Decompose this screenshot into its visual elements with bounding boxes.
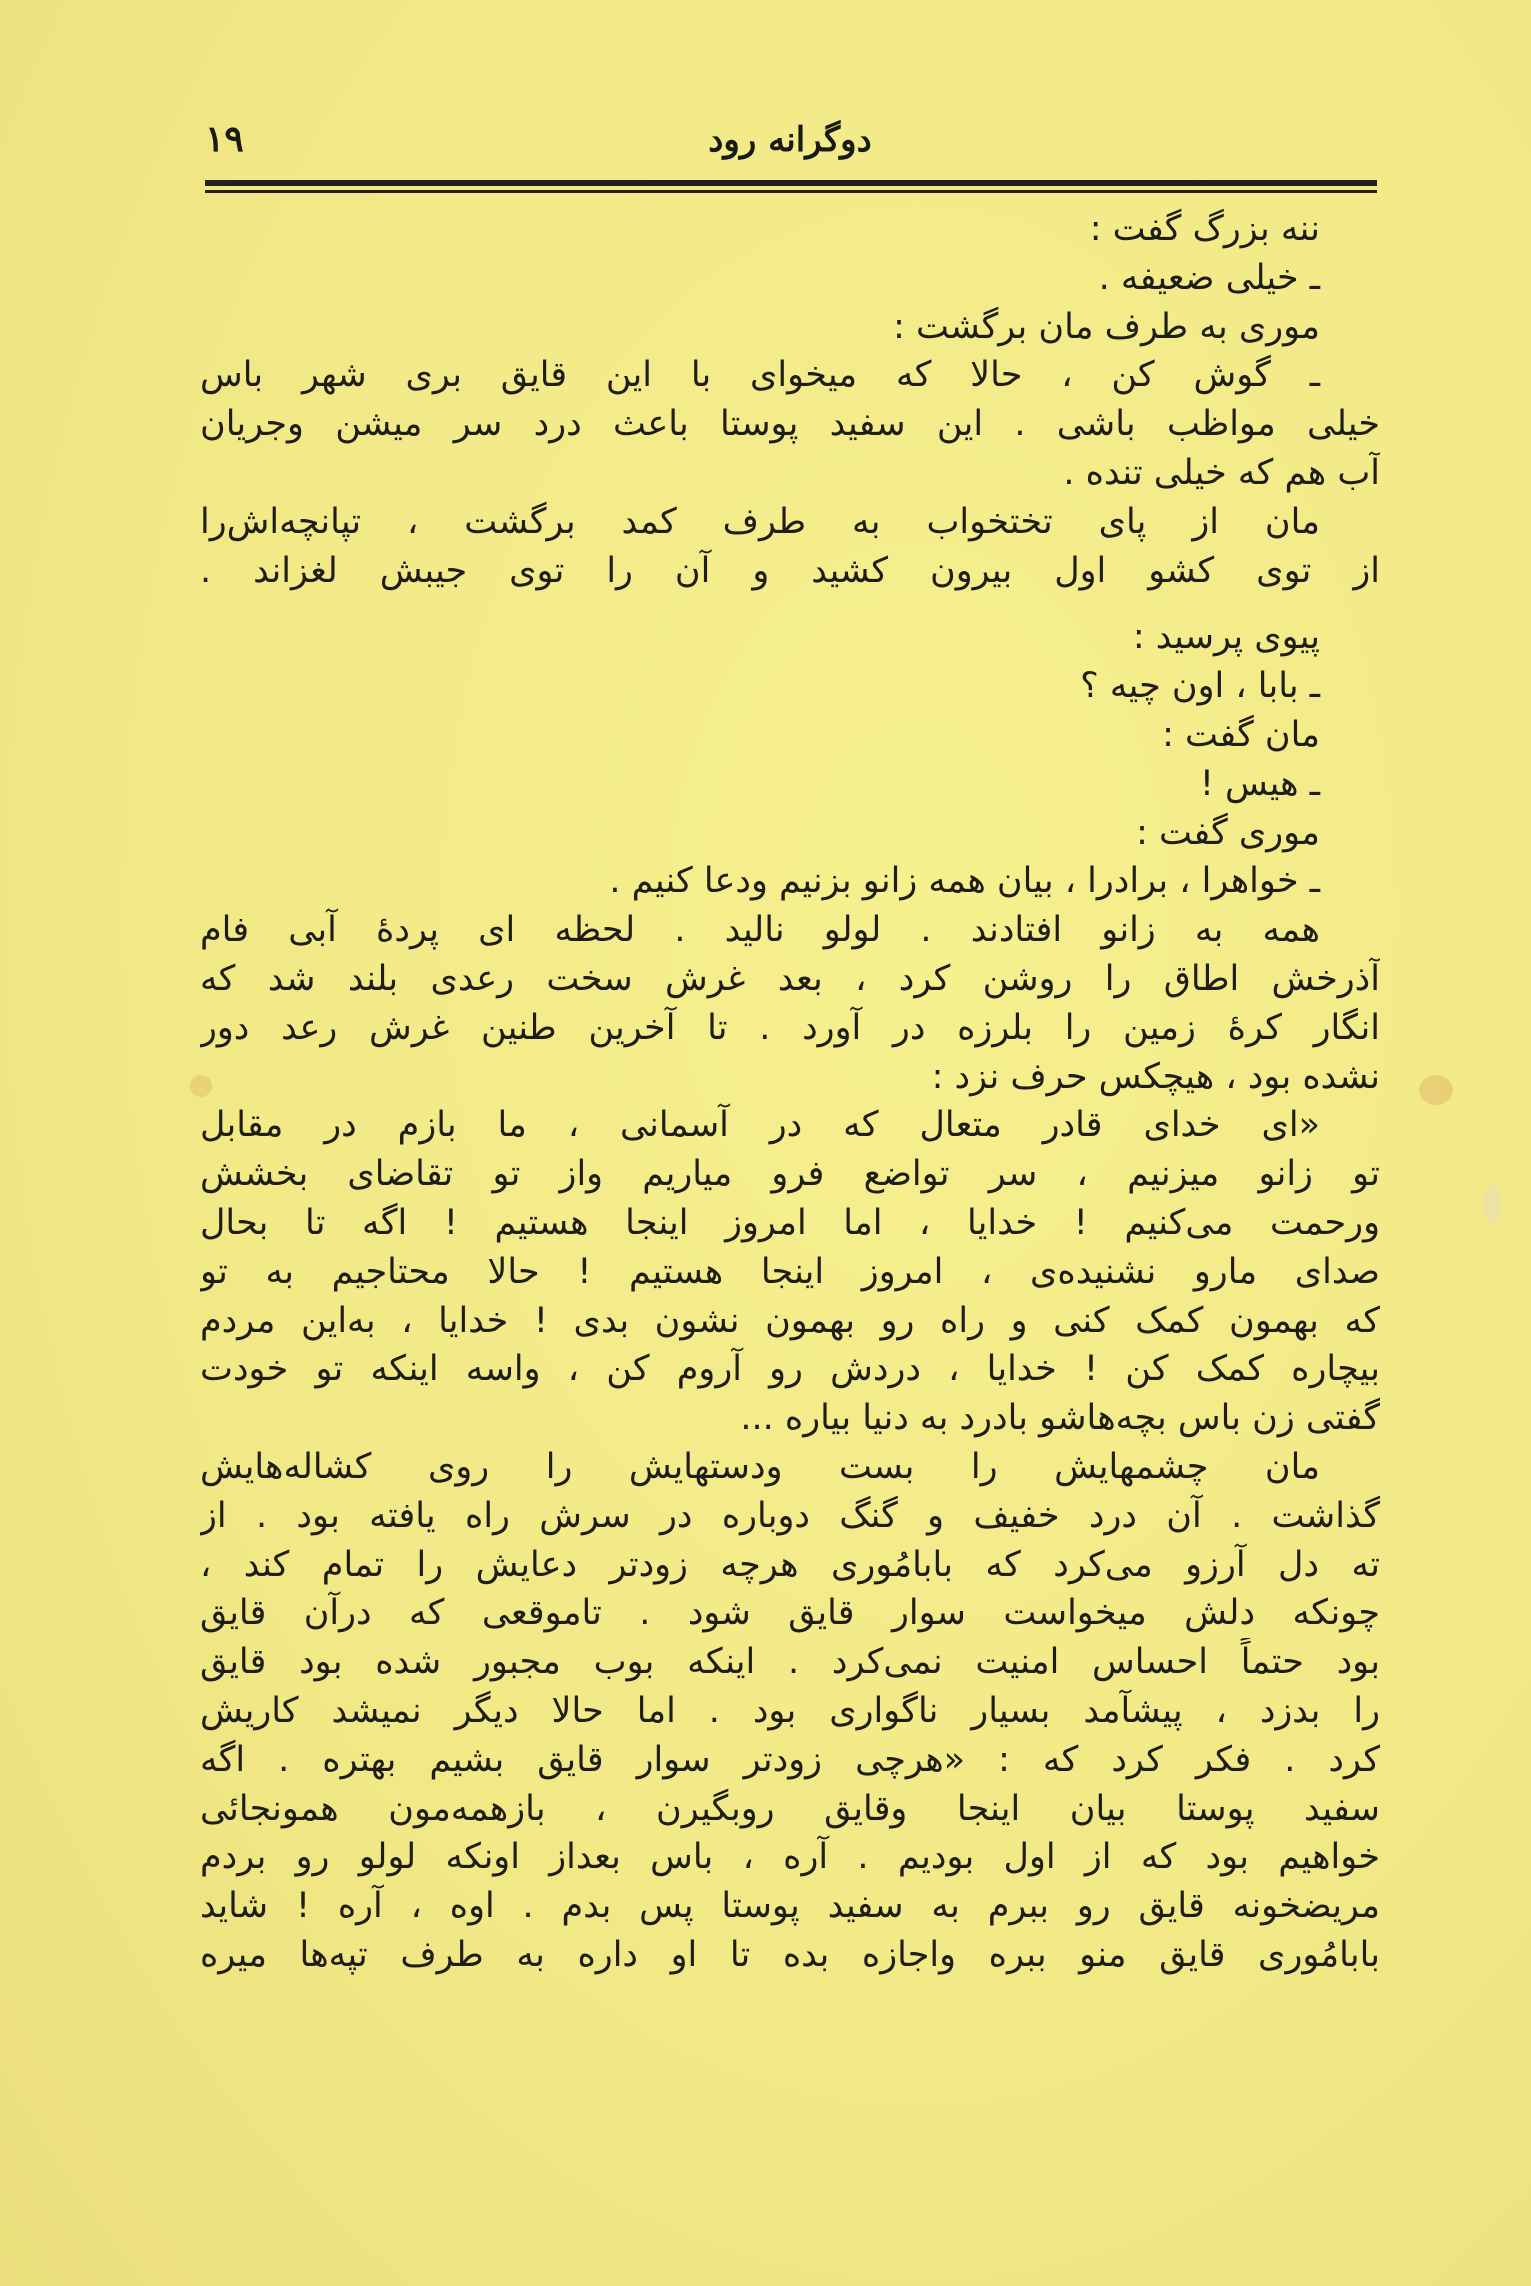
text-line: انگار کرهٔ زمین را بلرزه در آورد . تا آخرین طنین غرش رعد دور [200, 1007, 1380, 1048]
text-line: خواهیم بود که از اول بودیم . آره ، باس بعداز اونکه لولو رو بردم [200, 1837, 1380, 1878]
text-line: مان گفت : [1162, 714, 1320, 755]
text-line: پیوی پرسید : [1132, 617, 1320, 658]
text-line: صدای مارو نشنیده‌ی ، امروز اینجا هستیم ! حالا محتاجیم به تو [200, 1251, 1380, 1292]
text-line: همه به زانو افتادند . لولو نالید . لحظه ای پردهٔ آبی فام [200, 910, 1320, 951]
header-rule [205, 180, 1377, 186]
text-line: ـ بابا ، اون چیه ؟ [1080, 666, 1320, 707]
body-text [200, 205, 1380, 2265]
paragraph-gap [200, 595, 1380, 613]
text-line: مریضخونه قایق رو ببرم به سفید پوستا پس بدم . اوه ، آره ! شاید [200, 1886, 1380, 1927]
text-line: «ای خدای قادر متعال که در آسمانی ، ما بازم در مقابل [200, 1105, 1320, 1146]
paper-stain [1483, 1185, 1501, 1225]
text-line: آب هم که خیلی تنده . [1063, 452, 1380, 493]
text-line: نشده بود ، هیچکس حرف نزد : [931, 1056, 1380, 1097]
text-line: ننه بزرگ گفت : [1089, 209, 1320, 249]
text-line: بود حتماً احساس امنیت نمی‌کرد . اینکه بوب مجبور شده بود قایق [200, 1642, 1380, 1683]
page-header [205, 118, 1375, 178]
text-line: موری به طرف مان برگشت : [893, 306, 1320, 347]
running-title: دوگرانه رود [708, 120, 872, 160]
text-line: ـ خواهرا ، برادرا ، بیان همه زانو بزنیم ودعا کنیم . [609, 861, 1320, 902]
text-line: سفید پوستا بیان اینجا وقایق روبگیرن ، بازهمه‌مون همونجائی [200, 1788, 1380, 1829]
text-line: ـ هیس ! [1199, 763, 1320, 804]
text-line: گفتی زن باس بچه‌هاشو بادرد به دنیا بیاره ... [740, 1398, 1380, 1439]
text-line: بابامُوری قایق منو ببره واجازه بده تا او داره به طرف تپه‌ها میره [200, 1934, 1380, 1975]
paper-stain [1419, 1075, 1453, 1105]
text-line: مان از پای تختخواب به طرف کمد برگشت ، تپانچه‌اش‌را [200, 501, 1320, 542]
text-line: بیچاره کمک کن ! خدایا ، دردش رو آروم کن ، واسه اینکه تو خودت [200, 1349, 1380, 1390]
text-line: را بدزد ، پیشآمد بسیار ناگواری بود . اما حالا دیگر نمیشد کاریش [200, 1690, 1380, 1731]
header-rule-thin [205, 190, 1377, 193]
text-line: چونکه دلش میخواست سوار قایق شود . تاموقعی که درآن قایق [200, 1593, 1380, 1634]
text-line: ـ گوش کن ، حالا که میخوای با این قایق بری شهر باس [200, 355, 1320, 396]
text-line: تو زانو میزنیم ، سر تواضع فرو میاریم واز تو تقاضای بخشش [200, 1154, 1380, 1195]
text-line: کرد . فکر کرد که : «هرچی زودتر سوار قایق بشیم بهتره . اگه [200, 1739, 1380, 1780]
page-number: ۱۹ [205, 118, 244, 160]
text-line: از توی کشو اول بیرون کشید و آن را توی جیبش لغزاند . [200, 550, 1380, 591]
text-line: خیلی مواظب باشی . این سفید پوستا باعث درد سر میشن وجریان [200, 404, 1380, 445]
text-line: ورحمت می‌کنیم ! خدایا ، اما امروز اینجا هستیم ! اگه تا بحال [200, 1202, 1380, 1243]
text-line: گذاشت . آن درد خفیف و گنگ دوباره در سرش راه یافته بود . از [200, 1495, 1380, 1536]
text-line: ـ خیلی ضعیفه . [1098, 257, 1320, 298]
text-line: که بهمون کمک کنی و راه رو بهمون نشون بدی ! خدایا ، به‌این مردم [200, 1300, 1380, 1341]
text-line: مان چشمهایش را بست ودستهایش را روی کشاله‌هایش [200, 1446, 1320, 1487]
text-line: موری گفت : [1136, 812, 1320, 853]
text-line: ته دل آرزو می‌کرد که بابامُوری هرچه زودتر دعایش را تمام کند ، [200, 1544, 1380, 1585]
text-line: آذرخش اطاق را روشن کرد ، بعد غرش سخت رعدی بلند شد که [200, 958, 1380, 999]
